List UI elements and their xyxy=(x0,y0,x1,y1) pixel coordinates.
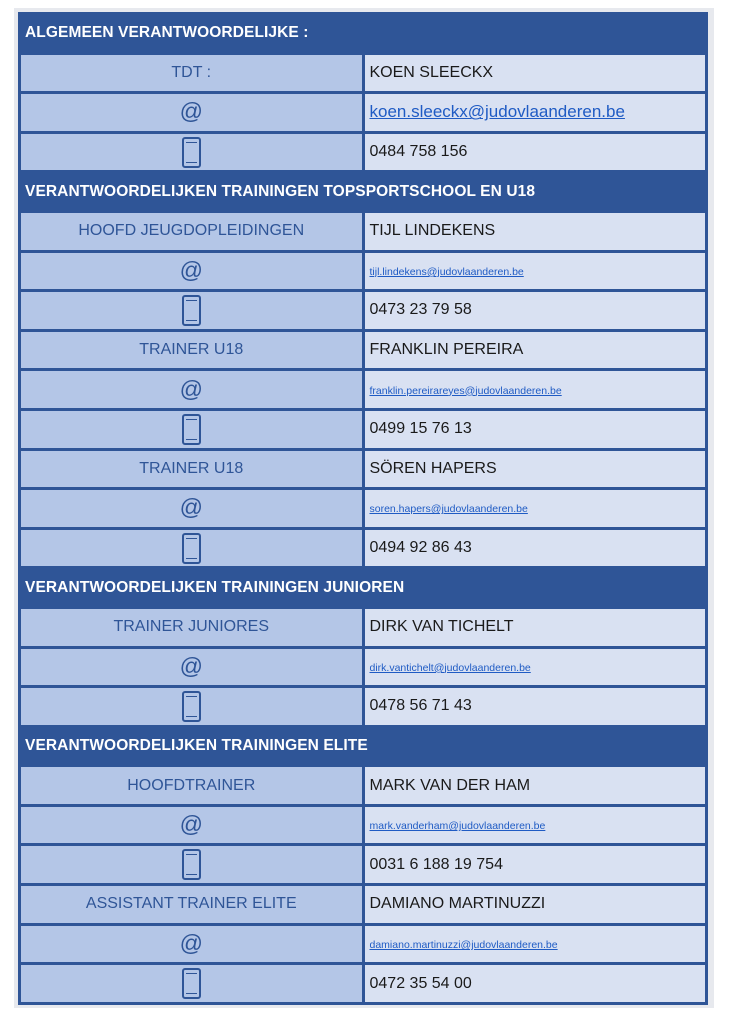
email-row xyxy=(20,93,707,133)
section-title: VERANTWOORDELIJKEN TRAININGEN JUNIOREN xyxy=(20,568,707,608)
email-icon-cell xyxy=(20,489,364,529)
role-label: ASSISTANT TRAINER ELITE xyxy=(20,885,364,925)
email-link[interactable]: dirk.vantichelt@judovlaanderen.be xyxy=(369,661,531,674)
email-row xyxy=(20,251,707,291)
role-label: TRAINER U18 xyxy=(20,330,364,370)
person-name: MARK VAN DER HAM xyxy=(363,766,707,806)
email-link[interactable]: damiano.martinuzzi@judovlaanderen.be xyxy=(369,938,558,951)
email-row xyxy=(20,647,707,687)
email-icon-cell xyxy=(20,93,364,133)
mobile-phone-icon xyxy=(182,137,201,168)
email-link[interactable]: mark.vanderham@judovlaanderen.be xyxy=(369,820,546,833)
at-sign-icon: @ xyxy=(179,256,203,283)
email-cell xyxy=(363,251,707,291)
email-row xyxy=(20,805,707,845)
email-cell xyxy=(363,370,707,410)
phone-icon-cell xyxy=(20,964,364,1004)
person-row xyxy=(20,330,707,370)
at-sign-icon: @ xyxy=(179,98,203,125)
email-link[interactable]: tijl.lindekens@judovlaanderen.be xyxy=(369,265,524,278)
phone-number: 0473 23 79 58 xyxy=(363,291,707,331)
email-cell xyxy=(363,924,707,964)
phone-row xyxy=(20,291,707,331)
phone-row xyxy=(20,687,707,727)
email-icon-cell xyxy=(20,251,364,291)
role-label: TDT : xyxy=(20,53,364,93)
mobile-phone-icon xyxy=(182,849,201,880)
person-row xyxy=(20,885,707,925)
phone-icon-cell xyxy=(20,409,364,449)
phone-row xyxy=(20,845,707,885)
email-icon-cell xyxy=(20,647,364,687)
contact-table-body xyxy=(20,14,707,1004)
section-title: VERANTWOORDELIJKEN TRAININGEN ELITE xyxy=(20,726,707,766)
at-sign-icon: @ xyxy=(179,375,203,402)
contact-table xyxy=(18,12,708,1005)
phone-row xyxy=(20,132,707,172)
phone-number: 0484 758 156 xyxy=(363,132,707,172)
phone-row xyxy=(20,528,707,568)
email-icon-cell xyxy=(20,370,364,410)
person-row xyxy=(20,607,707,647)
phone-number: 0031 6 188 19 754 xyxy=(363,845,707,885)
person-row xyxy=(20,449,707,489)
section-header-row xyxy=(20,568,707,608)
section-header-row xyxy=(20,172,707,212)
role-label: TRAINER JUNIORES xyxy=(20,607,364,647)
person-name: DAMIANO MARTINUZZI xyxy=(363,885,707,925)
phone-icon-cell xyxy=(20,687,364,727)
person-row xyxy=(20,211,707,251)
phone-row xyxy=(20,409,707,449)
at-sign-icon: @ xyxy=(179,652,203,679)
email-link[interactable]: soren.hapers@judovlaanderen.be xyxy=(369,503,528,516)
phone-number: 0494 92 86 43 xyxy=(363,528,707,568)
phone-icon-cell xyxy=(20,845,364,885)
person-name: SÖREN HAPERS xyxy=(363,449,707,489)
phone-number: 0478 56 71 43 xyxy=(363,687,707,727)
phone-number: 0499 15 76 13 xyxy=(363,409,707,449)
person-name: FRANKLIN PEREIRA xyxy=(363,330,707,370)
mobile-phone-icon xyxy=(182,968,201,999)
section-header-row xyxy=(20,14,707,54)
email-link[interactable]: koen.sleeckx@judovlaanderen.be xyxy=(369,102,625,122)
phone-row xyxy=(20,964,707,1004)
email-row xyxy=(20,370,707,410)
email-row xyxy=(20,489,707,529)
at-sign-icon: @ xyxy=(179,811,203,838)
email-cell xyxy=(363,489,707,529)
phone-number: 0472 35 54 00 xyxy=(363,964,707,1004)
person-name: KOEN SLEECKX xyxy=(363,53,707,93)
phone-icon-cell xyxy=(20,528,364,568)
email-icon-cell xyxy=(20,805,364,845)
role-label: HOOFD JEUGDOPLEIDINGEN xyxy=(20,211,364,251)
section-title: VERANTWOORDELIJKEN TRAININGEN TOPSPORTSCHOOL EN U18 xyxy=(20,172,707,212)
role-label: TRAINER U18 xyxy=(20,449,364,489)
mobile-phone-icon xyxy=(182,691,201,722)
email-link[interactable]: franklin.pereirareyes@judovlaanderen.be xyxy=(369,384,562,397)
person-row xyxy=(20,766,707,806)
phone-icon-cell xyxy=(20,291,364,331)
person-name: TIJL LINDEKENS xyxy=(363,211,707,251)
phone-icon-cell xyxy=(20,132,364,172)
email-icon-cell xyxy=(20,924,364,964)
person-name: DIRK VAN TICHELT xyxy=(363,607,707,647)
email-cell xyxy=(363,93,707,133)
section-title: ALGEMEEN VERANTWOORDELIJKE : xyxy=(20,14,707,54)
mobile-phone-icon xyxy=(182,533,201,564)
mobile-phone-icon xyxy=(182,414,201,445)
email-row xyxy=(20,924,707,964)
email-cell xyxy=(363,805,707,845)
at-sign-icon: @ xyxy=(179,494,203,521)
person-row xyxy=(20,53,707,93)
email-cell xyxy=(363,647,707,687)
mobile-phone-icon xyxy=(182,295,201,326)
at-sign-icon: @ xyxy=(179,929,203,956)
role-label: HOOFDTRAINER xyxy=(20,766,364,806)
section-header-row xyxy=(20,726,707,766)
